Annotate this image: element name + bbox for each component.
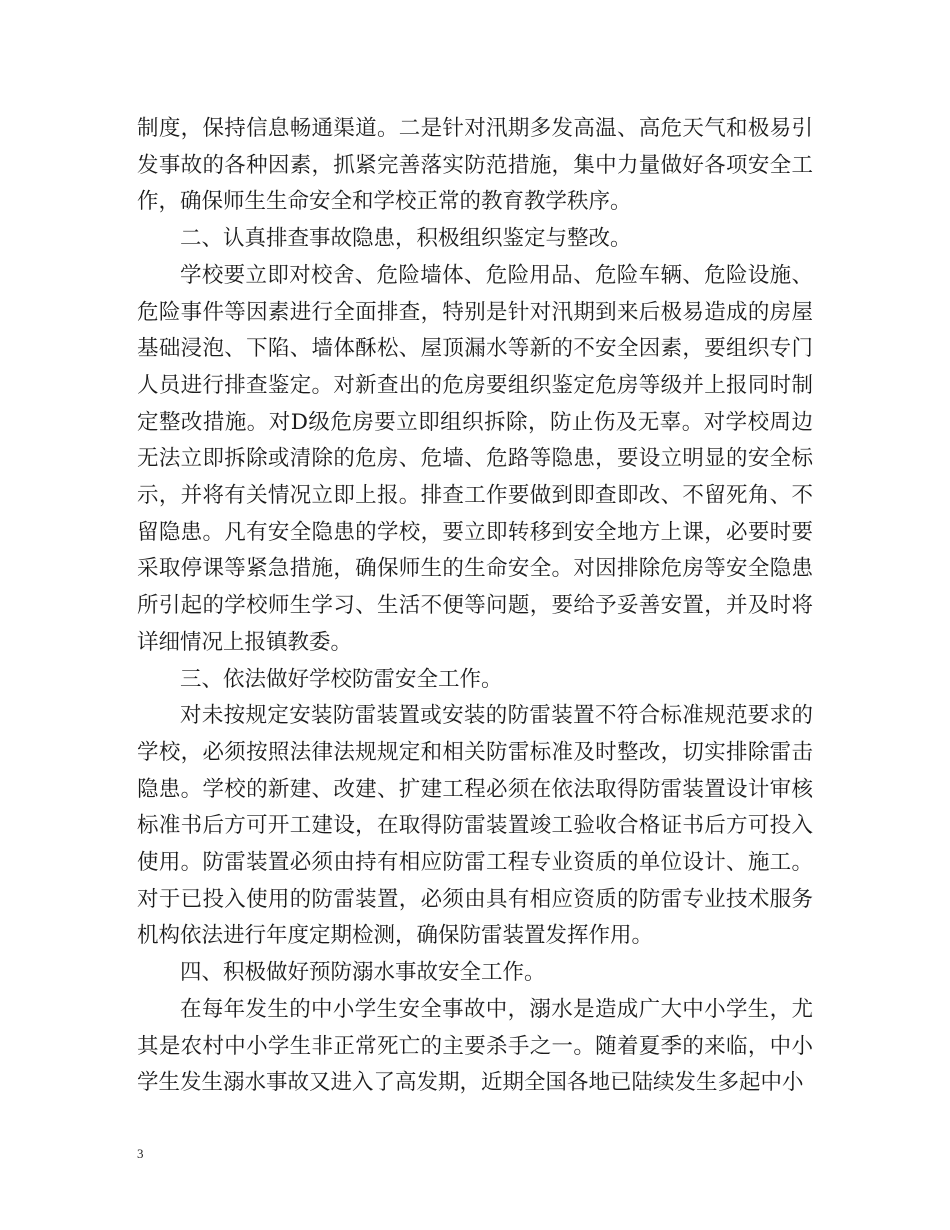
section-heading-3: 三、依法做好学校防雷安全工作。 xyxy=(180,666,503,692)
section-heading-2: 二、认真排查事故隐患，积极组织鉴定与整改。 xyxy=(180,226,632,252)
paragraph-lightning: 对未按规定安装防雷装置或安装的防雷装置不符合标准规范要求的学校，必须按照法律法规规定和相关防雷标准及时整改，切实排除雷击隐患。学校的新建、改建、扩建工程必须在依法取得防雷装置设计审核标准书后方可开工建设，在取得防雷装置竣工验收合格证书后方可投入使用。防雷装置必须由持有相应防雷工程专业资质的单位设计、施工。对于已投入使用的防雷装置，必须由具有相应资质的防雷专业技术服务机构依法进行年度定期检测，确保防雷装置发挥作用。 xyxy=(137,703,813,949)
paragraph-continuation: 制度，保持信息畅通渠道。二是针对汛期多发高温、高危天气和极易引发事故的各种因素，抓紧完善落实防范措施，集中力量做好各项安全工作，确保师生生命安全和学校正常的教育教学秩序。 xyxy=(137,116,813,215)
paragraph-drowning: 在每年发生的中小学生安全事故中，溺水是造成广大中小学生，尤其是农村中小学生非正常死亡的主要杀手之一。随着夏季的来临，中小学生发生溺水事故又进入了高发期，近期全国各地已陆续发生多起中小 xyxy=(137,996,813,1096)
page-number: 3 xyxy=(137,1146,144,1161)
section-heading-4: 四、积极做好预防溺水事故安全工作。 xyxy=(180,960,546,986)
paragraph-inspection: 学校要立即对校舍、危险墙体、危险用品、危险车辆、危险设施、危险事件等因素进行全面排查，特别是针对汛期到来后极易造成的房屋基础浸泡、下陷、墙体酥松、屋顶漏水等新的不安全因素，要组织专门人员进行排查鉴定。对新查出的危房要组织鉴定危房等级并上报同时制定整改措施。对D级危房要立即组织拆除，防止伤及无辜。对学校周边无法立即拆除或清除的危房、危墙、危路等隐患，要设立明显的安全标示，并将有关情况立即上报。排查工作要做到即查即改、不留死角、不留隐患。凡有安全隐患的学校，要立即转移到安全地方上课，必要时要采取停课等紧急措施，确保师生的生命安全。对因排除危房等安全隐患所引起的学校师生学习、生活不便等问题，要给予妥善安置，并及时将详细情况上报镇教委。 xyxy=(137,262,813,655)
document-body xyxy=(137,111,813,1102)
